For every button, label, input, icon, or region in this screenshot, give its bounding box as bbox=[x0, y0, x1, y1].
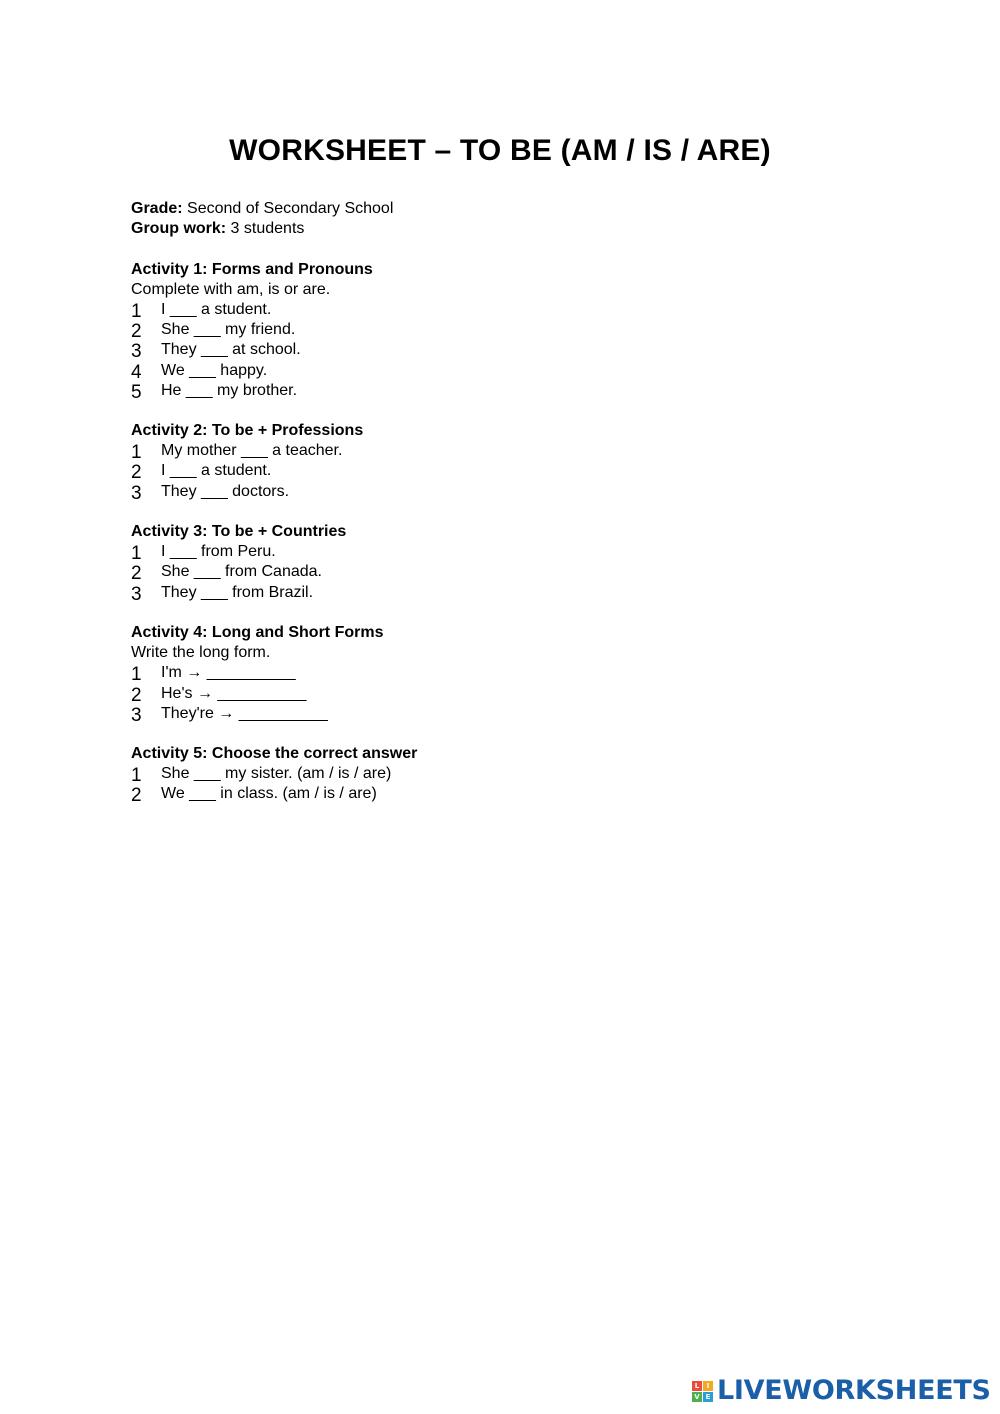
exercise-item bbox=[131, 764, 891, 787]
item-text: They ___ from Brazil. bbox=[161, 583, 314, 601]
exercise-item bbox=[131, 583, 891, 603]
item-text: We ___ in class. (am / is / are) bbox=[161, 785, 377, 803]
activity-section bbox=[131, 623, 891, 724]
exercise-item bbox=[131, 320, 891, 343]
exercise-item bbox=[131, 340, 891, 363]
item-number: 4 bbox=[131, 361, 142, 383]
activity-title: Activity 5: Choose the correct answer bbox=[131, 745, 418, 763]
item-text: She ___ my sister. (am / is / are) bbox=[161, 765, 392, 783]
item-number: 3 bbox=[131, 704, 142, 726]
item-text: They ___ at school. bbox=[161, 341, 301, 359]
logo-mark-cell: L bbox=[692, 1381, 702, 1391]
item-number: 3 bbox=[131, 583, 142, 605]
item-text: He ___ my brother. bbox=[161, 381, 298, 399]
worksheet-body bbox=[131, 199, 891, 805]
item-number: 1 bbox=[131, 300, 142, 322]
worksheet-title: WORKSHEET – TO BE (AM / IS / ARE) bbox=[229, 134, 771, 167]
activity-section bbox=[131, 744, 891, 805]
item-number: 2 bbox=[131, 684, 142, 706]
exercise-item bbox=[131, 461, 891, 484]
activity-title: Activity 1: Forms and Pronouns bbox=[131, 260, 373, 278]
item-text: He's → __________ bbox=[161, 684, 307, 702]
exercise-item bbox=[131, 704, 891, 724]
item-text: My mother ___ a teacher. bbox=[161, 442, 343, 460]
activity-instruction: Write the long form. bbox=[131, 644, 271, 662]
item-number: 1 bbox=[131, 442, 142, 464]
activity-title: Activity 4: Long and Short Forms bbox=[131, 623, 384, 641]
item-number: 1 bbox=[131, 664, 142, 686]
group-work-line bbox=[131, 219, 891, 239]
grade-label: Grade: bbox=[131, 200, 183, 217]
logo-mark-icon bbox=[692, 1381, 713, 1402]
item-text: They're → __________ bbox=[161, 704, 328, 722]
item-number: 1 bbox=[131, 543, 142, 565]
logo-text: LIVEWORKSHEETS bbox=[717, 1375, 991, 1406]
logo-mark-cell: V bbox=[692, 1392, 702, 1402]
item-number: 5 bbox=[131, 381, 142, 403]
item-number: 2 bbox=[131, 563, 142, 585]
exercise-item bbox=[131, 663, 891, 686]
item-text: I ___ a student. bbox=[161, 300, 272, 318]
item-number: 1 bbox=[131, 765, 142, 787]
liveworksheets-logo bbox=[692, 1374, 991, 1408]
item-text: We ___ happy. bbox=[161, 361, 268, 379]
exercise-item bbox=[131, 300, 891, 320]
activity-section bbox=[131, 260, 891, 401]
item-number: 2 bbox=[131, 321, 142, 343]
grade-line bbox=[131, 199, 891, 219]
exercise-item bbox=[131, 441, 891, 464]
exercise-item bbox=[131, 381, 891, 401]
group-work-label: Group work: bbox=[131, 220, 227, 238]
item-number: 3 bbox=[131, 341, 142, 363]
exercise-item bbox=[131, 684, 891, 704]
exercise-item bbox=[131, 562, 891, 585]
item-number: 2 bbox=[131, 785, 142, 807]
item-text: I ___ a student. bbox=[161, 462, 272, 480]
item-text: She ___ from Canada. bbox=[161, 563, 322, 581]
item-text: I ___ from Peru. bbox=[161, 543, 276, 561]
item-number: 2 bbox=[131, 462, 142, 484]
exercise-item bbox=[131, 361, 891, 381]
item-number: 3 bbox=[131, 482, 142, 504]
exercise-item bbox=[131, 542, 891, 565]
grade-value: Second of Secondary School bbox=[182, 200, 394, 217]
exercise-item bbox=[131, 482, 891, 502]
item-text: I'm → __________ bbox=[161, 664, 296, 682]
activity-section bbox=[131, 421, 891, 502]
exercise-item bbox=[131, 784, 891, 807]
group-work-value: 3 students bbox=[226, 220, 305, 238]
item-text: She ___ my friend. bbox=[161, 321, 296, 339]
item-text: They ___ doctors. bbox=[161, 482, 290, 500]
activity-instruction: Complete with am, is or are. bbox=[131, 280, 331, 298]
activity-section bbox=[131, 522, 891, 603]
activity-title: Activity 2: To be + Professions bbox=[131, 422, 364, 440]
logo-mark-cell: I bbox=[703, 1381, 713, 1391]
logo-mark-cell: E bbox=[703, 1392, 713, 1402]
activities-list bbox=[131, 260, 891, 805]
activity-title: Activity 3: To be + Countries bbox=[131, 523, 347, 540]
